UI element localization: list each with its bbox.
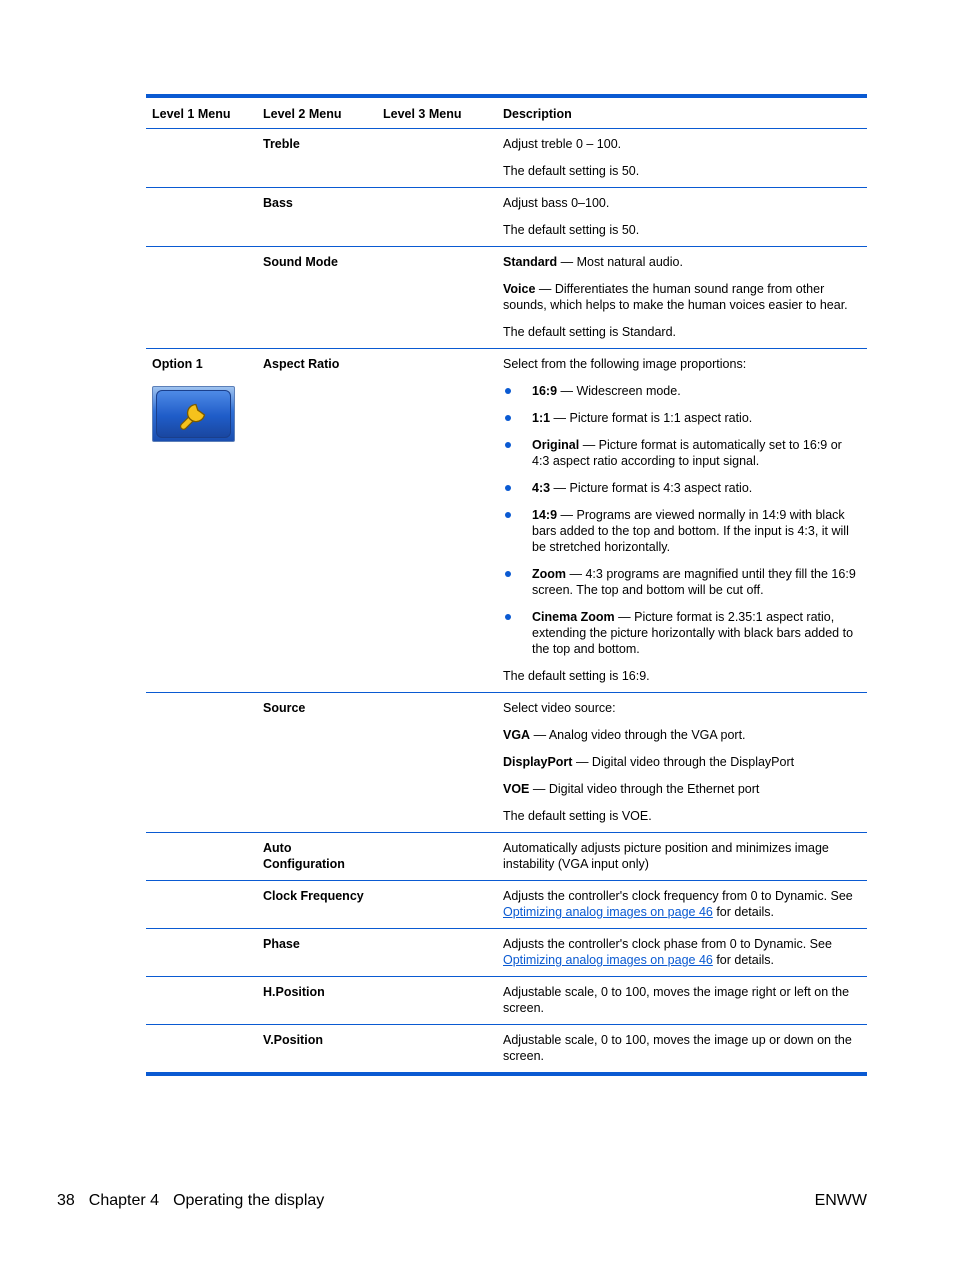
header-level2: Level 2 Menu [257,96,377,129]
level2-bass: Bass [257,188,377,247]
table-row-aspect-ratio [146,349,867,693]
level2-v-position: V.Position [263,1033,323,1047]
list-item: 16:9 — Widescreen mode. [503,383,861,399]
header-level1: Level 1 Menu [146,96,257,129]
bullet-icon [505,571,511,577]
level1-option1: Option 1 [152,357,203,371]
level2-aspect-ratio: Aspect Ratio [257,349,377,693]
list-item: Original — Picture format is automatically set to 16:9 or 4:3 aspect ratio according to input signal. [503,437,861,469]
desc-h-position: Adjustable scale, 0 to 100, moves the image right or left on the screen. [497,977,867,1025]
level2-clock-frequency: Clock Frequency [257,881,377,929]
header-description: Description [497,96,867,129]
header-level3: Level 3 Menu [377,96,497,129]
page-number: 38 [57,1192,75,1209]
table-row-sound-mode [146,247,867,349]
list-item: 4:3 — Picture format is 4:3 aspect ratio. [503,480,861,496]
desc-bass: Adjust bass 0–100. The default setting is 50. [497,188,867,247]
bullet-icon [505,512,511,518]
list-item: Cinema Zoom — Picture format is 2.35:1 aspect ratio, extending the picture horizontally with black bars added to the top and bottom. [503,609,861,657]
footer-enww: ENWW [814,1192,867,1209]
table-row-bass [146,188,867,247]
bullet-icon [505,485,511,491]
level2-source: Source [257,693,377,833]
desc-phase: Adjusts the controller's clock phase from 0 to Dynamic. See Optimizing analog images on page 46 for details. [497,929,867,977]
aspect-ratio-list [503,383,861,657]
bullet-icon [505,388,511,394]
bullet-icon [505,442,511,448]
desc-sound-mode: Standard — Most natural audio. Voice — Differentiates the human sound range from other sounds, which helps to make the human voices easier to hear. The default setting is Standard. [497,247,867,349]
desc-auto-configuration: Automatically adjusts picture position and minimizes image instability (VGA input only) [497,833,867,881]
link-optimizing-analog-images[interactable]: Optimizing analog images on page 46 [503,905,713,919]
level2-phase: Phase [257,929,377,977]
chapter-title: Operating the display [173,1192,325,1209]
desc-treble: Adjust treble 0 – 100. The default setting is 50. [497,129,867,188]
desc-clock-frequency: Adjusts the controller's clock frequency from 0 to Dynamic. See Optimizing analog images on page 46 for details. [497,881,867,929]
bullet-icon [505,415,511,421]
table-row-treble [146,129,867,188]
bullet-icon [505,614,511,620]
level2-treble: Treble [257,129,377,188]
desc-source: Select video source: VGA — Analog video through the VGA port. DisplayPort — Digital video through the DisplayPort VOE — Digital video through the Ethernet port The default setting is VOE. [497,693,867,833]
table-row-v-position [146,1025,867,1075]
table-row-phase [146,929,867,977]
list-item: 14:9 — Programs are viewed normally in 14:9 with black bars added to the top and bottom. If the input is 4:3, it will be stretched horizontally. [503,507,861,555]
chapter-label: Chapter 4 [88,1192,160,1209]
footer-left [57,1192,338,1210]
table-row-source [146,693,867,833]
list-item: 1:1 — Picture format is 1:1 aspect ratio. [503,410,861,426]
level2-h-position: H.Position [257,977,377,1025]
wrench-icon [152,386,235,442]
desc-aspect-ratio: Select from the following image proportions: 16:9 — Widescreen mode. 1:1 — Picture format is 1:1 aspect ratio. Original — Picture format is automatically set to 16:9 or 4:3 aspect ratio according to input signal. 4:3 — Picture format is 4:3 aspect ratio. 14:9 — Programs are viewed normally in 14:9 with black bars added to the top and bottom. If the input is 4:3, it will be stretched horizontally. Zoom — 4:3 programs are magnified until they fill the 16:9 screen. The top and bottom will be cut off. Cinema Zoom — Picture format is 2.35:1 aspect ratio, extending the picture horizontally with black bars added to the top and bottom. The default setting is 16:9. [497,349,867,693]
table-row-auto-configuration [146,833,867,881]
table-row-h-position [146,977,867,1025]
table-row-clock-frequency [146,881,867,929]
list-item: Zoom — 4:3 programs are magnified until they fill the 16:9 screen. The top and bottom will be cut off. [503,566,861,598]
desc-v-position: Adjustable scale, 0 to 100, moves the image up or down on the screen. [503,1033,852,1063]
link-optimizing-analog-images[interactable]: Optimizing analog images on page 46 [503,953,713,967]
level2-sound-mode: Sound Mode [257,247,377,349]
header-row [146,96,867,129]
menu-table [146,94,867,1076]
level2-auto-configuration: Auto Configuration [257,833,377,881]
